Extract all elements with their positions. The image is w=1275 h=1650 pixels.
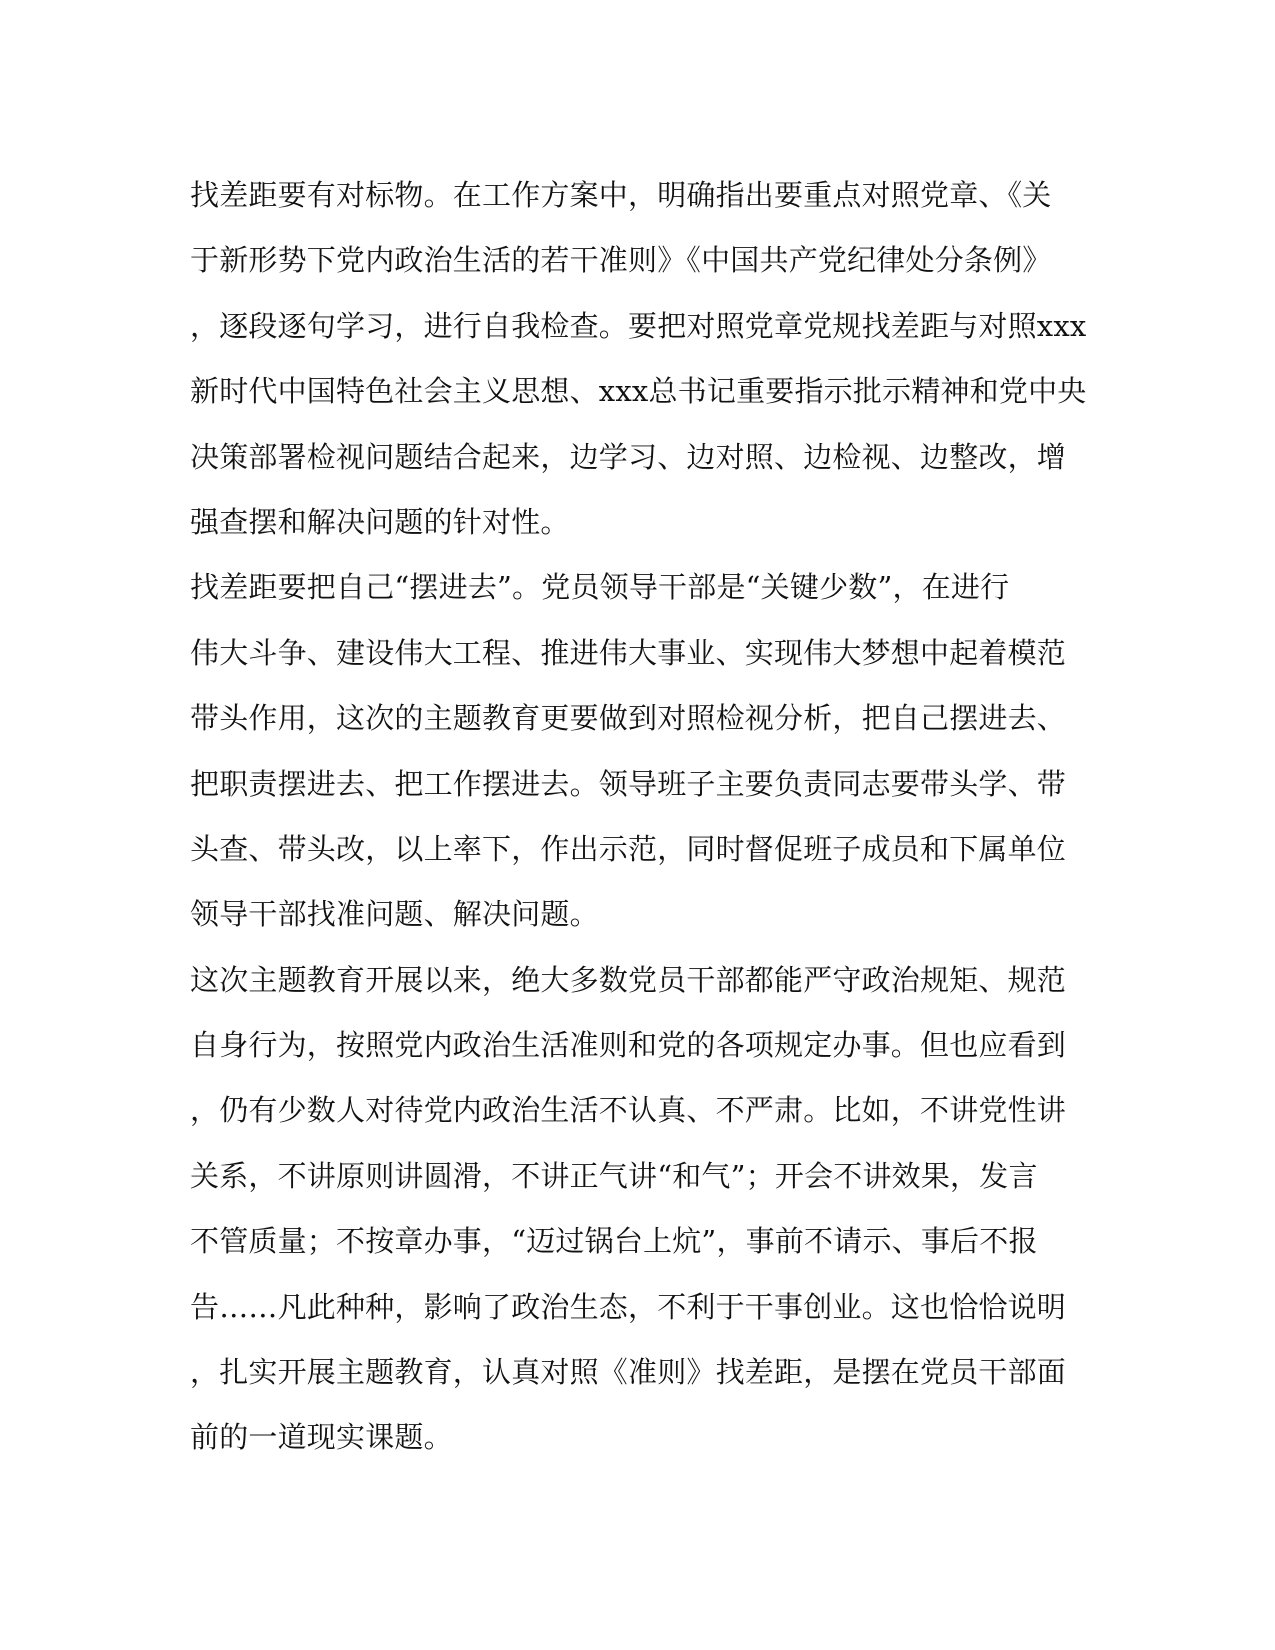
text-line: 决策部署检视问题结合起来，边学习、边对照、边检视、边整改，增 (190, 439, 1067, 474)
text-line: 找差距要有对标物。在工作方案中，明确指出要重点对照党章、《关 (190, 178, 1052, 212)
text-line: 关系，不讲原则讲圆滑，不讲正气讲“和气”；开会不讲效果，发言 (190, 1158, 1038, 1193)
text-line: 强查摆和解决问题的针对性。 (190, 504, 570, 539)
text-line: 自身行为，按照党内政治生活准则和党的各项规定办事。但也应看到 (190, 1028, 1067, 1063)
text-line: 这次主题教育开展以来，绝大多数党员干部都能严守政治规矩、规范 (190, 962, 1067, 997)
text-line: 新时代中国特色社会主义思想、xxx总书记重要指示批示精神和党中央 (190, 374, 1087, 409)
text-line: 带头作用，这次的主题教育更要做到对照检视分析，把自己摆进去、 (190, 701, 1067, 736)
text-line: 领导干部找准问题、解决问题。 (190, 897, 599, 932)
text-line: 前的一道现实课题。 (190, 1420, 453, 1455)
text-line: ，仍有少数人对待党内政治生活不认真、不严肃。比如，不讲党性讲 (190, 1093, 1067, 1128)
text-line: 把职责摆进去、把工作摆进去。领导班子主要负责同志要带头学、带 (190, 766, 1067, 801)
text-line: 头查、带头改，以上率下，作出示范，同时督促班子成员和下属单位 (190, 831, 1067, 866)
text-line: 不管质量；不按章办事，“迈过锅台上炕”，事前不请示、事后不报 (190, 1224, 1038, 1259)
text-line: ，扎实开展主题教育，认真对照《准则》找差距，是摆在党员干部面 (190, 1355, 1067, 1390)
text-line: 找差距要把自己“摆进去”。党员领导干部是“关键少数”，在进行 (190, 570, 1010, 605)
text-line: ，逐段逐句学习，进行自我检查。要把对照党章党规找差距与对照xxx (190, 308, 1087, 343)
text-line: 于新形势下党内政治生活的若干准则》《中国共产党纪律处分条例》 (190, 243, 1052, 278)
text-line: 告……凡此种种，影响了政治生态，不利于干事创业。这也恰恰说明 (190, 1289, 1067, 1324)
text-line: 伟大斗争、建设伟大工程、推进伟大事业、实现伟大梦想中起着模范 (190, 635, 1067, 670)
body-text (190, 163, 1090, 1471)
